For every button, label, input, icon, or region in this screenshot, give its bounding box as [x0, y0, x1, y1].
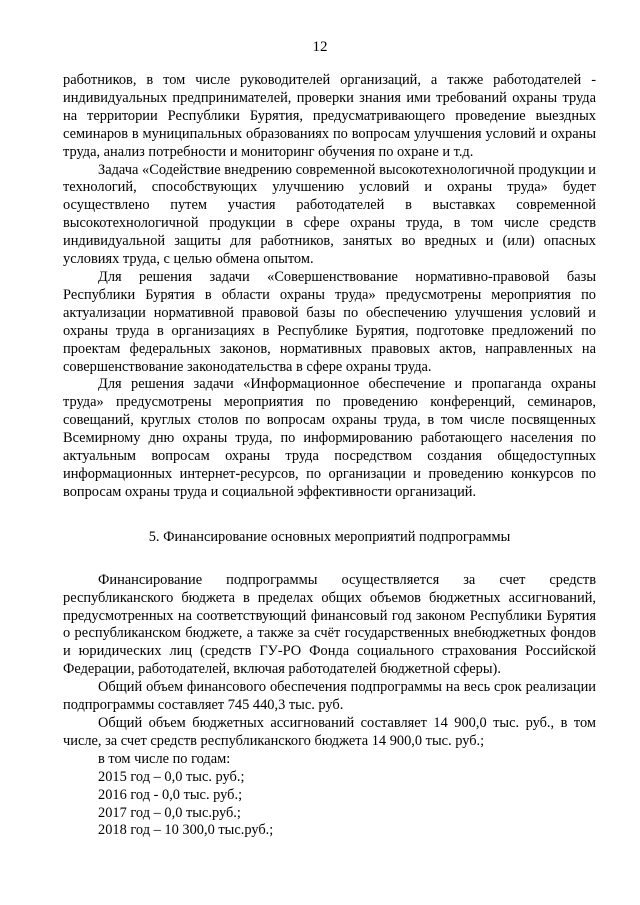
year-list-intro: в том числе по годам: [98, 750, 231, 767]
paragraph-total-financing: Общий объем финансового обеспечения подпрограммы на весь срок реализации подпрограммы составляет 745 440,3 тыс. руб. [63, 679, 596, 714]
year-list-item: 2017 год – 0,0 тыс.руб.; [98, 804, 241, 821]
paragraph-task-information: Для решения задачи «Информационное обеспечение и пропаганда охраны труда» предусмотрены мероприятия по проведению конференций, семинаров, совещаний, круглых столов по вопросам охраны труда, в том числе посвященных Всемирному дню охраны труда, по информированию работающего населения по актуальным вопросам охраны труда посредством создания общедоступных информационных интернет-ресурсов, по организации и проведению конкурсов по вопросам охраны труда и социальной эффективности организаций. [63, 376, 596, 500]
page-number: 12 [312, 39, 328, 55]
year-list-item: 2015 год – 0,0 тыс. руб.; [98, 768, 245, 785]
year-list-item: 2018 год – 10 300,0 тыс.руб.; [98, 822, 274, 839]
section-heading-financing: 5. Финансирование основных мероприятий подпрограммы [148, 528, 511, 545]
paragraph-training-continuation: работников, в том числе руководителей организаций, а также работодателей - индивидуальных предпринимателей, проверки знания ими требований охраны труда на территории Республики Бурятия, предусматривающего проведение выездных семинаров в муниципальных образованиях по вопросам улучшения условий и охраны труда, анализ потребности и мониторинг обучения по охране и т.д. [63, 72, 596, 160]
year-list-item: 2016 год - 0,0 тыс. руб.; [98, 786, 243, 803]
paragraph-task-high-tech: Задача «Содействие внедрению современной высокотехнологичной продукции и технологий, способствующих улучшению условий и охраны труда» будет осуществлено путем участия работодателей в выставках современной высокотехнологичной продукции в сфере охраны труда, в том числе средств индивидуальной защиты для работников, занятых во вредных и (или) опасных условиях труда, с целью обмена опытом. [63, 161, 596, 268]
document-body [63, 72, 596, 840]
paragraph-budget-allocations: Общий объем бюджетных ассигнований составляет 14 900,0 тыс. руб., в том числе, за счет средств республиканского бюджета 14 900,0 тыс. руб.; [63, 715, 596, 749]
paragraph-financing-sources: Финансирование подпрограммы осуществляется за счет средств республиканского бюджета в пределах общих объемов бюджетных ассигнований, предусмотренных на соответствующий финансовый год законом Республики Бурятия о республиканском бюджете, а также за счёт государственных внебюджетных фондов и юридических лиц (средств ГУ-РО Фонда социального страхования Российской Федерации, работодателей, включая работодателей бюджетной сферы). [63, 571, 596, 678]
paragraph-task-legal-base: Для решения задачи «Совершенствование нормативно-правовой базы Республики Бурятия в области охраны труда» предусмотрены мероприятия по актуализации нормативной правовой базы по обеспечению улучшения условий и охраны труда в организациях в Республике Бурятия, подготовке предложений по проектам федеральных законов, нормативных правовых актов, направленных на совершенствование законодательства в сфере охраны труда. [63, 268, 596, 375]
